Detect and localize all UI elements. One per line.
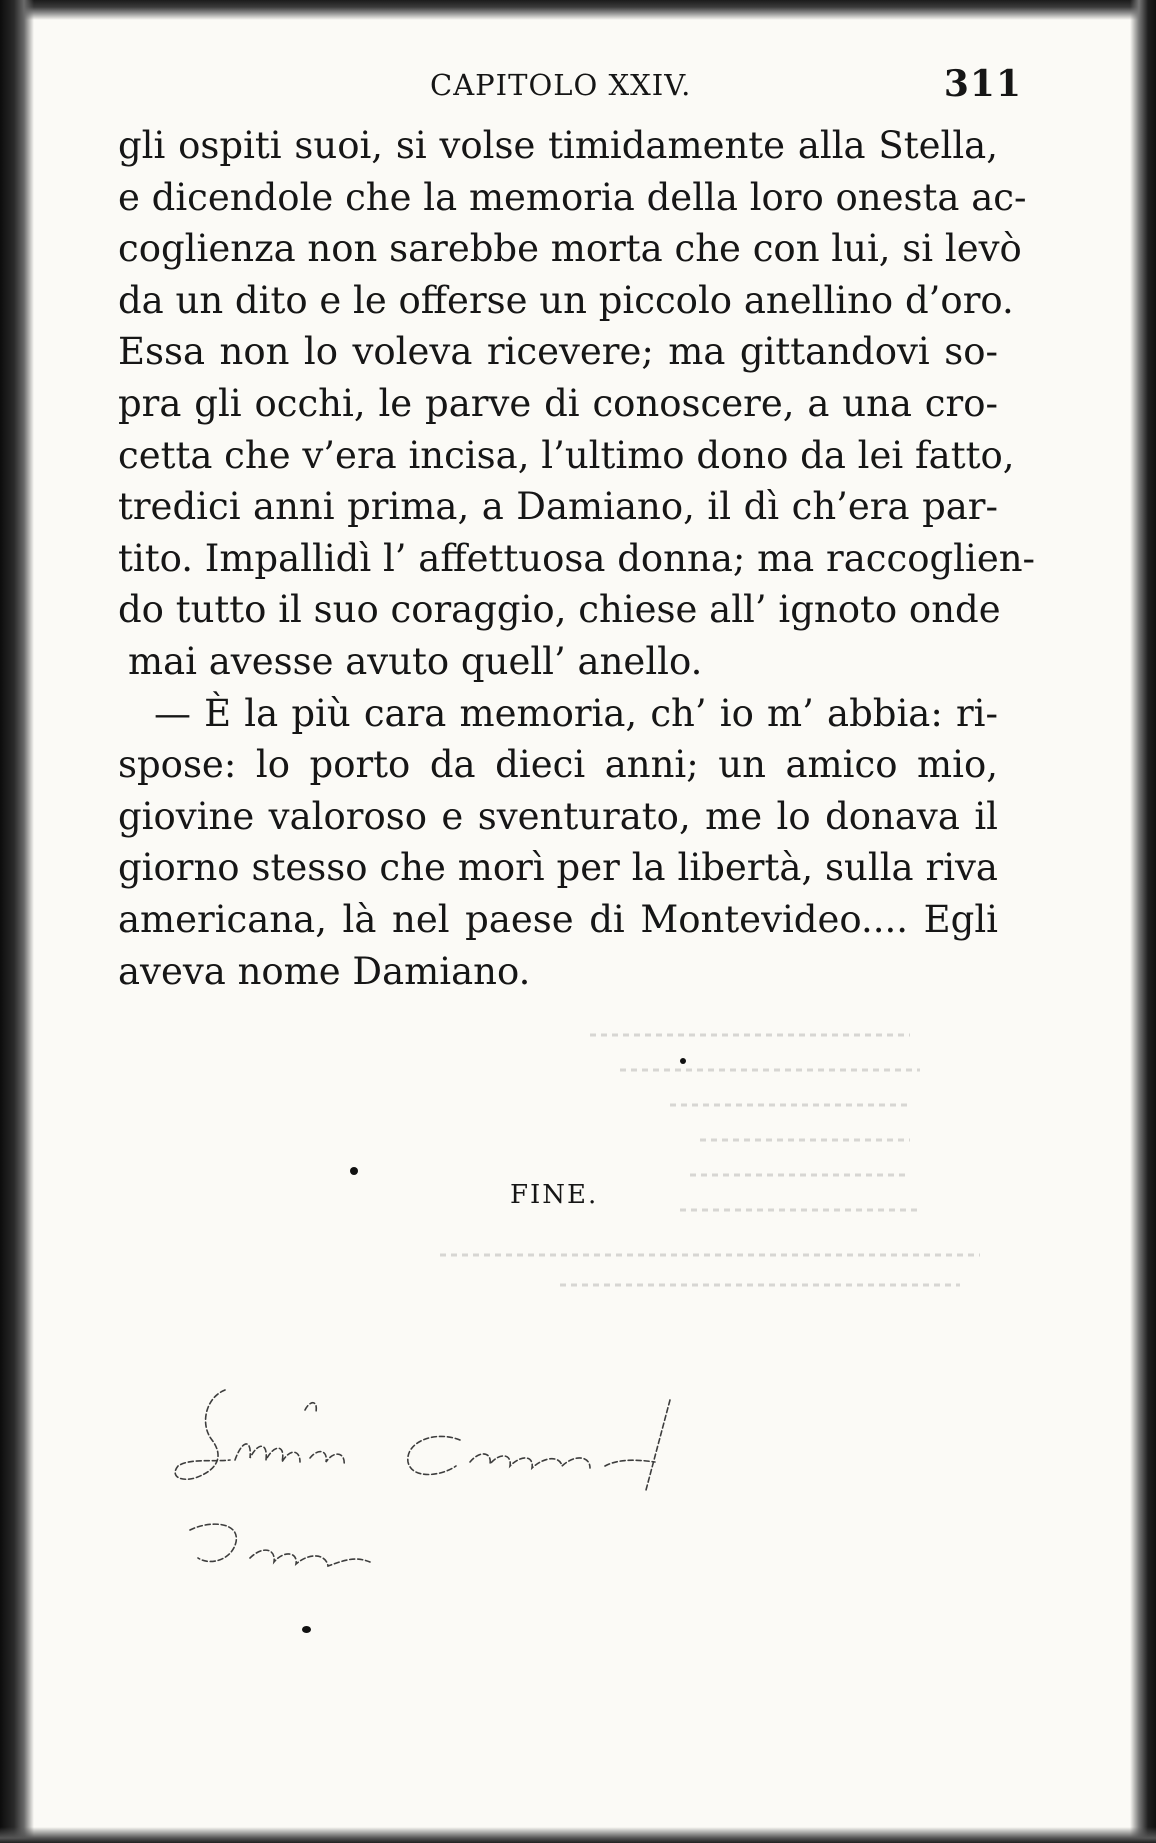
- ink-speck: [680, 1058, 686, 1064]
- text-line: Essa non lo voleva ricevere; ma gittandovi so-: [118, 330, 998, 374]
- text-line: do tutto il suo coraggio, chiese all’ ignoto onde: [118, 588, 1001, 632]
- text-line: coglienza non sarebbe morta che con lui, si levò: [118, 227, 1022, 271]
- text-line: cetta che v’era incisa, l’ultimo dono da lei fatto,: [118, 433, 1015, 477]
- text-line: da un dito e le offerse un piccolo anellino d’oro.: [118, 278, 1014, 322]
- scan-right-edge: [1130, 0, 1156, 1843]
- text-line: americana, là nel paese di Montevideo.... Egli: [118, 897, 998, 941]
- text-line: tredici anni prima, a Damiano, il dì ch’era par-: [118, 485, 998, 529]
- ink-speck: [302, 1626, 311, 1633]
- text-line: giovine valoroso e sventurato, me lo donava il: [118, 794, 998, 838]
- text-line: giorno stesso che morì per la libertà, sulla riva: [118, 846, 998, 890]
- signature-text: Enrico Ermanno Pavia: [240, 1607, 354, 1618]
- end-mark: FINE.: [510, 1180, 599, 1210]
- text-line: aveva nome Damiano.: [118, 949, 531, 993]
- scan-top-edge: [0, 0, 1156, 20]
- text-line: mai avesse avuto quell’ anello.: [128, 639, 703, 683]
- text-line: spose: lo porto da dieci anni; un amico mio,: [118, 743, 998, 787]
- text-line: pra gli occhi, le parve di conoscere, a una cro-: [118, 381, 998, 425]
- text-line: e dicendole che la memoria della loro onesta ac-: [118, 175, 1027, 219]
- body-text: [118, 120, 1036, 997]
- page-number: 311: [943, 63, 1022, 105]
- handwritten-signature: [150, 1370, 850, 1630]
- text-line: — È la più cara memoria, ch’ io m’ abbia: ri-: [154, 691, 998, 735]
- show-through-bleed: [440, 1015, 1000, 1315]
- chapter-title: CAPITOLO XXIV.: [430, 68, 692, 102]
- text-line: tito. Impallidì l’ affettuosa donna; ma raccoglien-: [118, 536, 1036, 580]
- scan-spine-shadow: [0, 0, 34, 1843]
- text-line: gli ospiti suoi, si volse timidamente alla Stella,: [118, 124, 998, 167]
- ink-speck: [350, 1167, 358, 1175]
- scan-bottom-edge: [0, 1827, 1156, 1843]
